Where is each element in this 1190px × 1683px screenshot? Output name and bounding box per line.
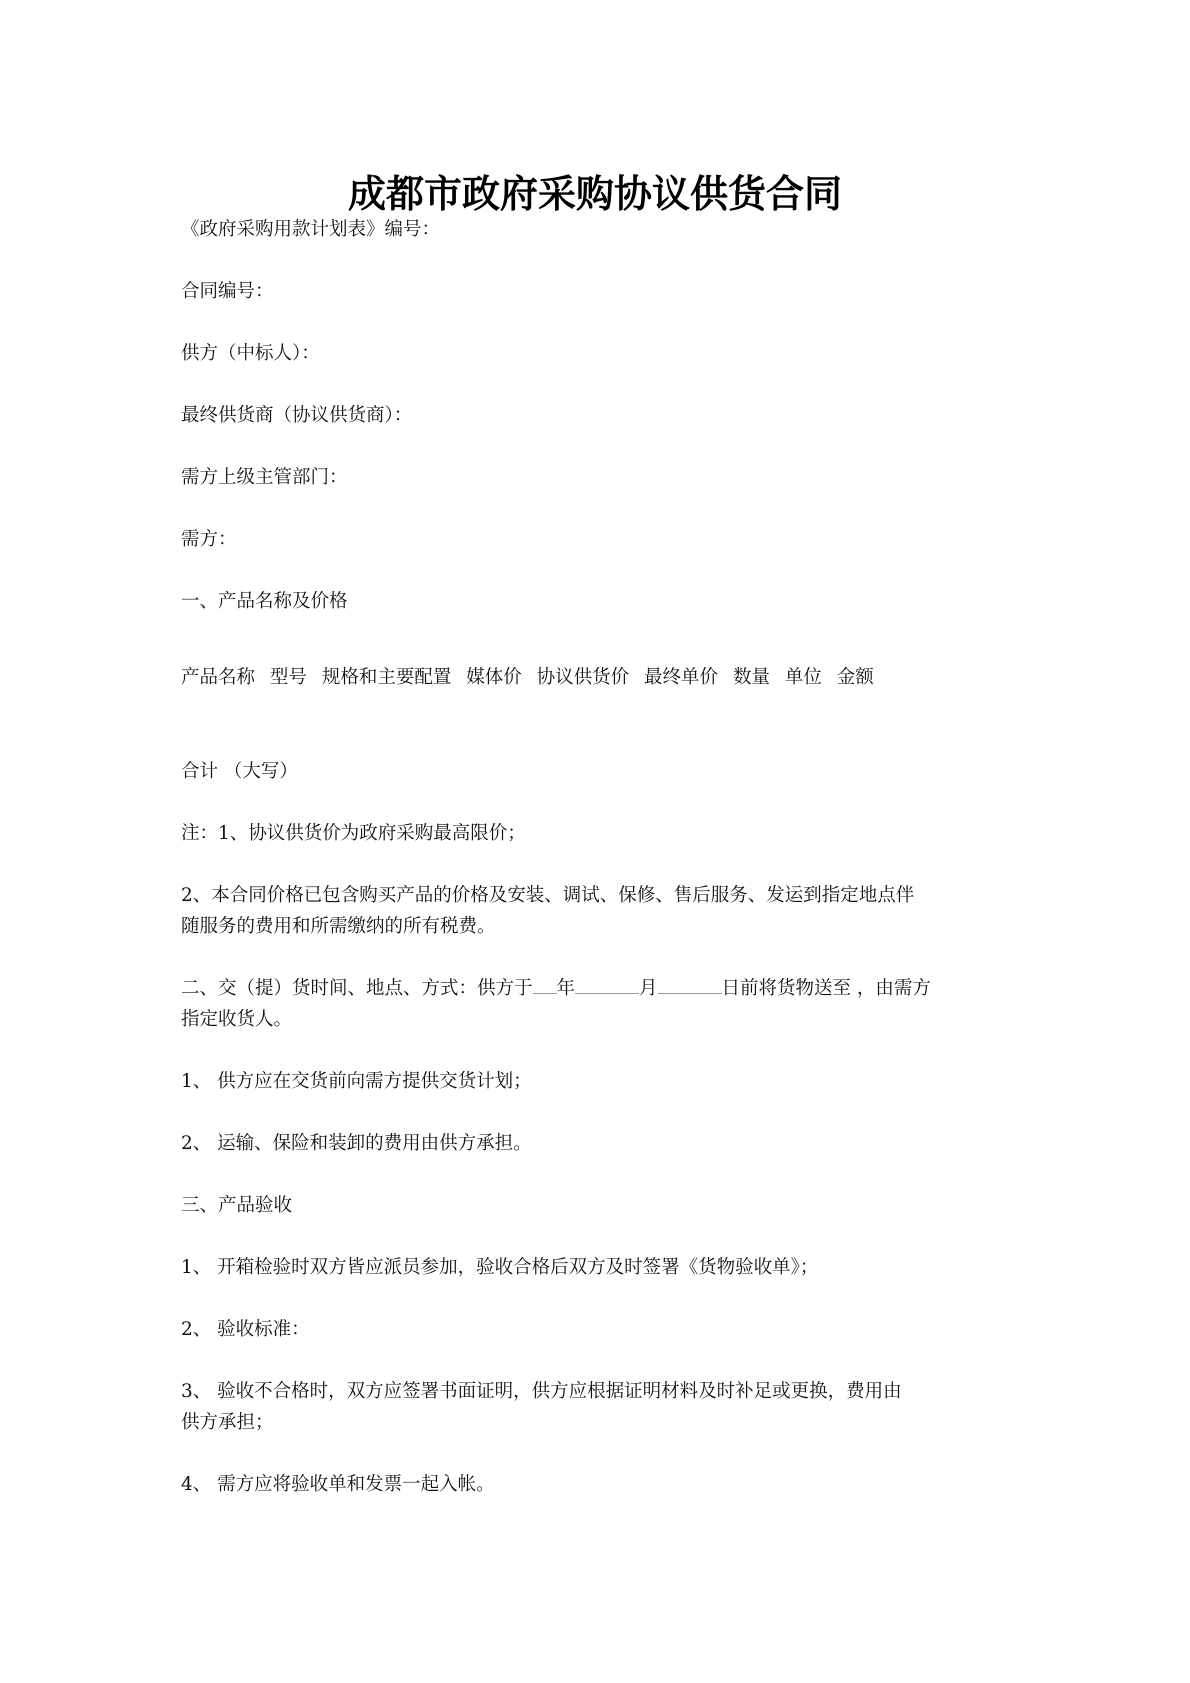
note-1: 注：1、协议供货价为政府采购最高限价； bbox=[181, 823, 526, 844]
note-2-line1: 2、本合同价格已包含购买产品的价格及安装、调试、保修、售后服务、发运到指定地点伴 bbox=[181, 885, 915, 906]
buyer-authority-field: 需方上级主管部门： bbox=[181, 467, 348, 488]
section2-item-2: 2、 运输、保险和装卸的费用由供方承担。 bbox=[181, 1133, 532, 1154]
section3-item-4: 4、 需方应将验收单和发票一起入帐。 bbox=[181, 1474, 495, 1495]
year-label: 年 bbox=[556, 978, 576, 999]
section2-item-1: 1、 供方应在交货前向需方提供交货计划； bbox=[181, 1071, 532, 1092]
document-title: 成都市政府采购协议供货合同 bbox=[347, 172, 842, 216]
section3-item-3-line2: 供方承担； bbox=[181, 1412, 274, 1433]
col-media-price: 媒体价 bbox=[466, 667, 522, 688]
buyer-field: 需方： bbox=[181, 529, 237, 550]
col-agreement-price: 协议供货价 bbox=[536, 667, 630, 688]
col-unit: 单位 bbox=[784, 667, 822, 688]
section3-heading: 三、产品验收 bbox=[181, 1195, 293, 1216]
month-label: 月 bbox=[639, 978, 658, 999]
section2-heading bbox=[181, 973, 931, 1004]
year-blank bbox=[533, 975, 557, 995]
month-blank bbox=[575, 975, 639, 995]
total-label: 合计 （大写） bbox=[181, 761, 298, 782]
col-quantity: 数量 bbox=[732, 667, 770, 688]
delivery-text: 二、交（提）货时间、地点、方式：供方于 bbox=[181, 978, 533, 999]
final-supplier-field: 最终供货商（协议供货商）： bbox=[181, 405, 413, 426]
col-amount: 金额 bbox=[836, 667, 874, 688]
col-spec: 规格和主要配置 bbox=[321, 667, 452, 688]
day-blank bbox=[658, 975, 722, 995]
contract-number-field: 合同编号： bbox=[181, 281, 274, 302]
note-2-line2: 随服务的费用和所需缴纳的所有税费。 bbox=[181, 916, 496, 937]
col-final-price: 最终单价 bbox=[644, 667, 719, 688]
col-model: 型号 bbox=[269, 667, 307, 688]
day-label: 日前将货物送至 ，由需方 bbox=[721, 978, 931, 999]
plan-number-field: 《政府采购用款计划表》编号： bbox=[181, 219, 441, 240]
product-table-header bbox=[181, 662, 883, 693]
section2-heading-line2: 指定收货人。 bbox=[181, 1009, 293, 1030]
section3-item-1: 1、 开箱检验时双方皆应派员参加，验收合格后双方及时签署《货物验收单》； bbox=[181, 1257, 819, 1278]
supplier-field: 供方（中标人）： bbox=[181, 343, 320, 364]
col-product-name: 产品名称 bbox=[181, 667, 256, 688]
section3-item-3-line1: 3、 验收不合格时，双方应签署书面证明，供方应根据证明材料及时补足或更换，费用由 bbox=[181, 1381, 902, 1402]
section1-heading: 一、产品名称及价格 bbox=[181, 591, 348, 612]
section3-item-2: 2、 验收标准： bbox=[181, 1319, 310, 1340]
